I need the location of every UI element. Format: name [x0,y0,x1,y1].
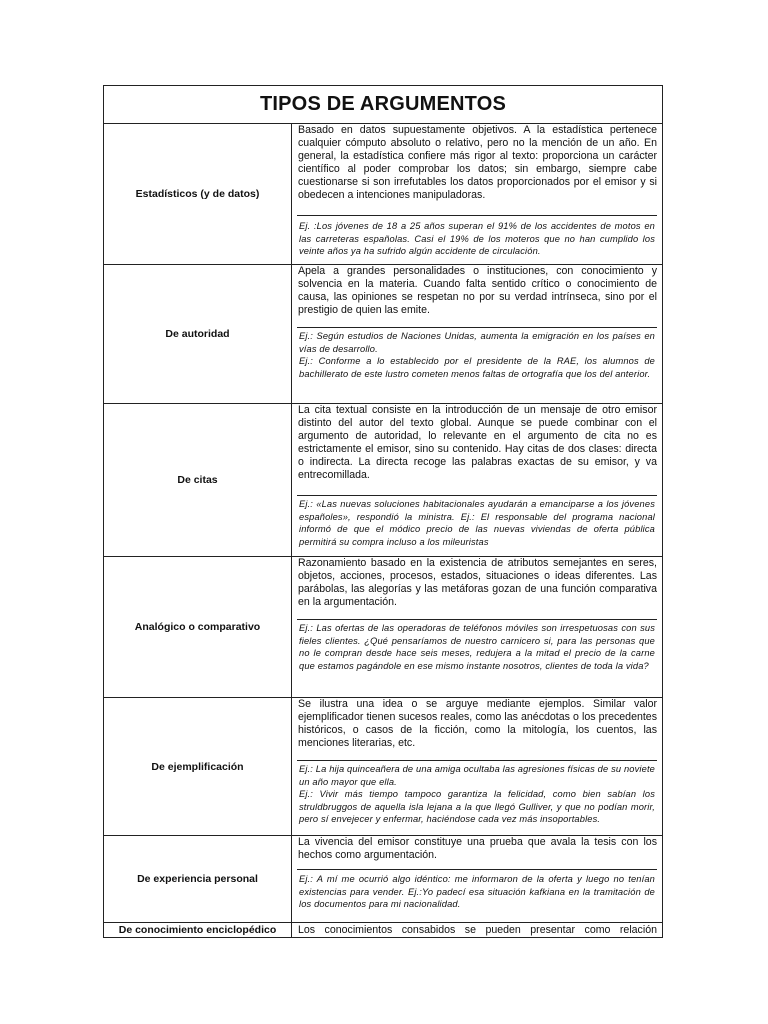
category-cell: Estadísticos (y de datos) [104,124,292,264]
example-block [297,495,657,548]
category-cell: Analógico o comparativo [104,557,292,697]
example-text: Ej.: Vivir más tiempo tampoco garantiza la felicidad, como bien sabían los struldbruggos de aquella isla lejana a la que llegó Gulliver, y que no podían morir, pero sí envejecer y enfermar, haciéndose cada vez más insoportables. [299,789,655,825]
table-row [104,265,662,404]
example-block [297,619,657,672]
category-cell: De citas [104,404,292,556]
example-text: Ej.: Conforme a lo establecido por el presidente de la RAE, los alumnos de bachillerato de este lustro cometen menos faltas de ortografía que los del anterior. [299,356,655,379]
content-cell [292,265,662,403]
example-text: Ej.: La hija quinceañera de una amiga ocultaba las agresiones físicas de su noviete un año mayor que ella. [299,764,655,787]
example-block [297,215,657,258]
table-row [104,836,662,923]
content-cell [292,124,662,264]
example-text: Ej. :Los jóvenes de 18 a 25 años superan el 91% de los accidentes de motos en las carreteras españolas. Casi el 19% de los moteros que no han cumplido los veinte años ya ha sufrido algún accidente de circulación. [299,221,655,257]
description-text: Razonamiento basado en la existencia de atributos semejantes en seres, objetos, acciones, procesos, estados, situaciones o ideas diferentes. Las parábolas, las alegorías y las metáforas gozan de una función comparativa en la argumentación. [298,557,657,608]
example-text: Ej.: Según estudios de Naciones Unidas, aumenta la emigración en los países en vías de desarrollo. [299,331,655,354]
table-title: TIPOS DE ARGUMENTOS [259,93,507,115]
example-block [297,760,657,826]
category-cell: De ejemplificación [104,698,292,835]
table-row [104,404,662,557]
content-cell [292,404,662,556]
table-row [104,557,662,698]
example-text: Ej.: «Las nuevas soluciones habitacionales ayudarán a emanciparse a los jóvenes españoles», respondió la ministra. Ej.: El responsable del programa nacional informó de que el módico precio de las nuevas viviendas de oferta pública permitirá su compra incluso a los mileuristas [299,499,655,547]
content-cell [292,698,662,835]
table-row [104,124,662,265]
description-text: Apela a grandes personalidades o instituciones, con conocimiento y solvencia en la materia. Cuando falta sentido crítico o conocimiento de causa, las opiniones se respetan no por su verdad intrínseca, sino por el prestigio de quien las emite. [298,265,657,316]
table-title-row [104,86,662,124]
table-row [104,698,662,836]
content-cell [292,557,662,697]
example-text: Ej.: Las ofertas de las operadoras de teléfonos móviles son irrespetuosas con sus fieles clientes. ¿Qué pensaríamos de nuestro carnicero si, para las personas que no le compran desde hace seis meses, redujera a la mitad el precio de la carne que estamos pagándole en ese mismo instante nosotros, clientes de toda la vida? [299,623,655,671]
category-cell: De experiencia personal [104,836,292,922]
example-block [297,869,657,911]
content-cell [292,923,662,937]
description-text: Basado en datos supuestamente objetivos. A la estadística pertenece cualquier cómputo absoluto o relativo, pero no la mención de un año. En general, la estadística confiere más rigor al texto: proporciona un carácter científico al poder comprobar los datos; sin embargo, siempre cabe cuestionarse si son irrefutables los datos proporcionados por el emisor y si obedecen a intenciones manipuladoras. [298,124,657,201]
table-row [104,923,662,937]
example-text: Ej.: A mí me ocurrió algo idéntico: me informaron de la oferta y luego no tenían existencias para vender. Ej.:Yo padecí esa situación kafkiana en la tramitación de los documentos para mi nacionalidad. [299,874,655,910]
category-cell: De conocimiento enciclopédico [104,923,292,937]
description-text: Los conocimientos consabidos se pueden presentar como relación [298,924,657,936]
example-block [297,327,657,380]
description-text: La vivencia del emisor constituye una prueba que avala la tesis con los hechos como argumentación. [298,836,657,861]
description-text: Se ilustra una idea o se arguye mediante ejemplos. Similar valor ejemplificador tienen sucesos reales, como las anécdotas o los precedentes históricos, o casos de la ficción, como la mitología, los cuentos, las menciones literarias, etc. [298,698,657,749]
content-cell [292,836,662,922]
description-text: La cita textual consiste en la introducción de un mensaje de otro emisor distinto del autor del texto global. Aunque se puede combinar con el argumento de autoridad, lo relevante en el argumento de cita no es estrictamente el emisor, sino su contenido. Hay citas de dos clases: directa o indirecta. La directa recoge las palabras exactas de su emisor, y va entrecomillada. [298,404,657,481]
arguments-table [103,85,663,938]
category-cell: De autoridad [104,265,292,403]
